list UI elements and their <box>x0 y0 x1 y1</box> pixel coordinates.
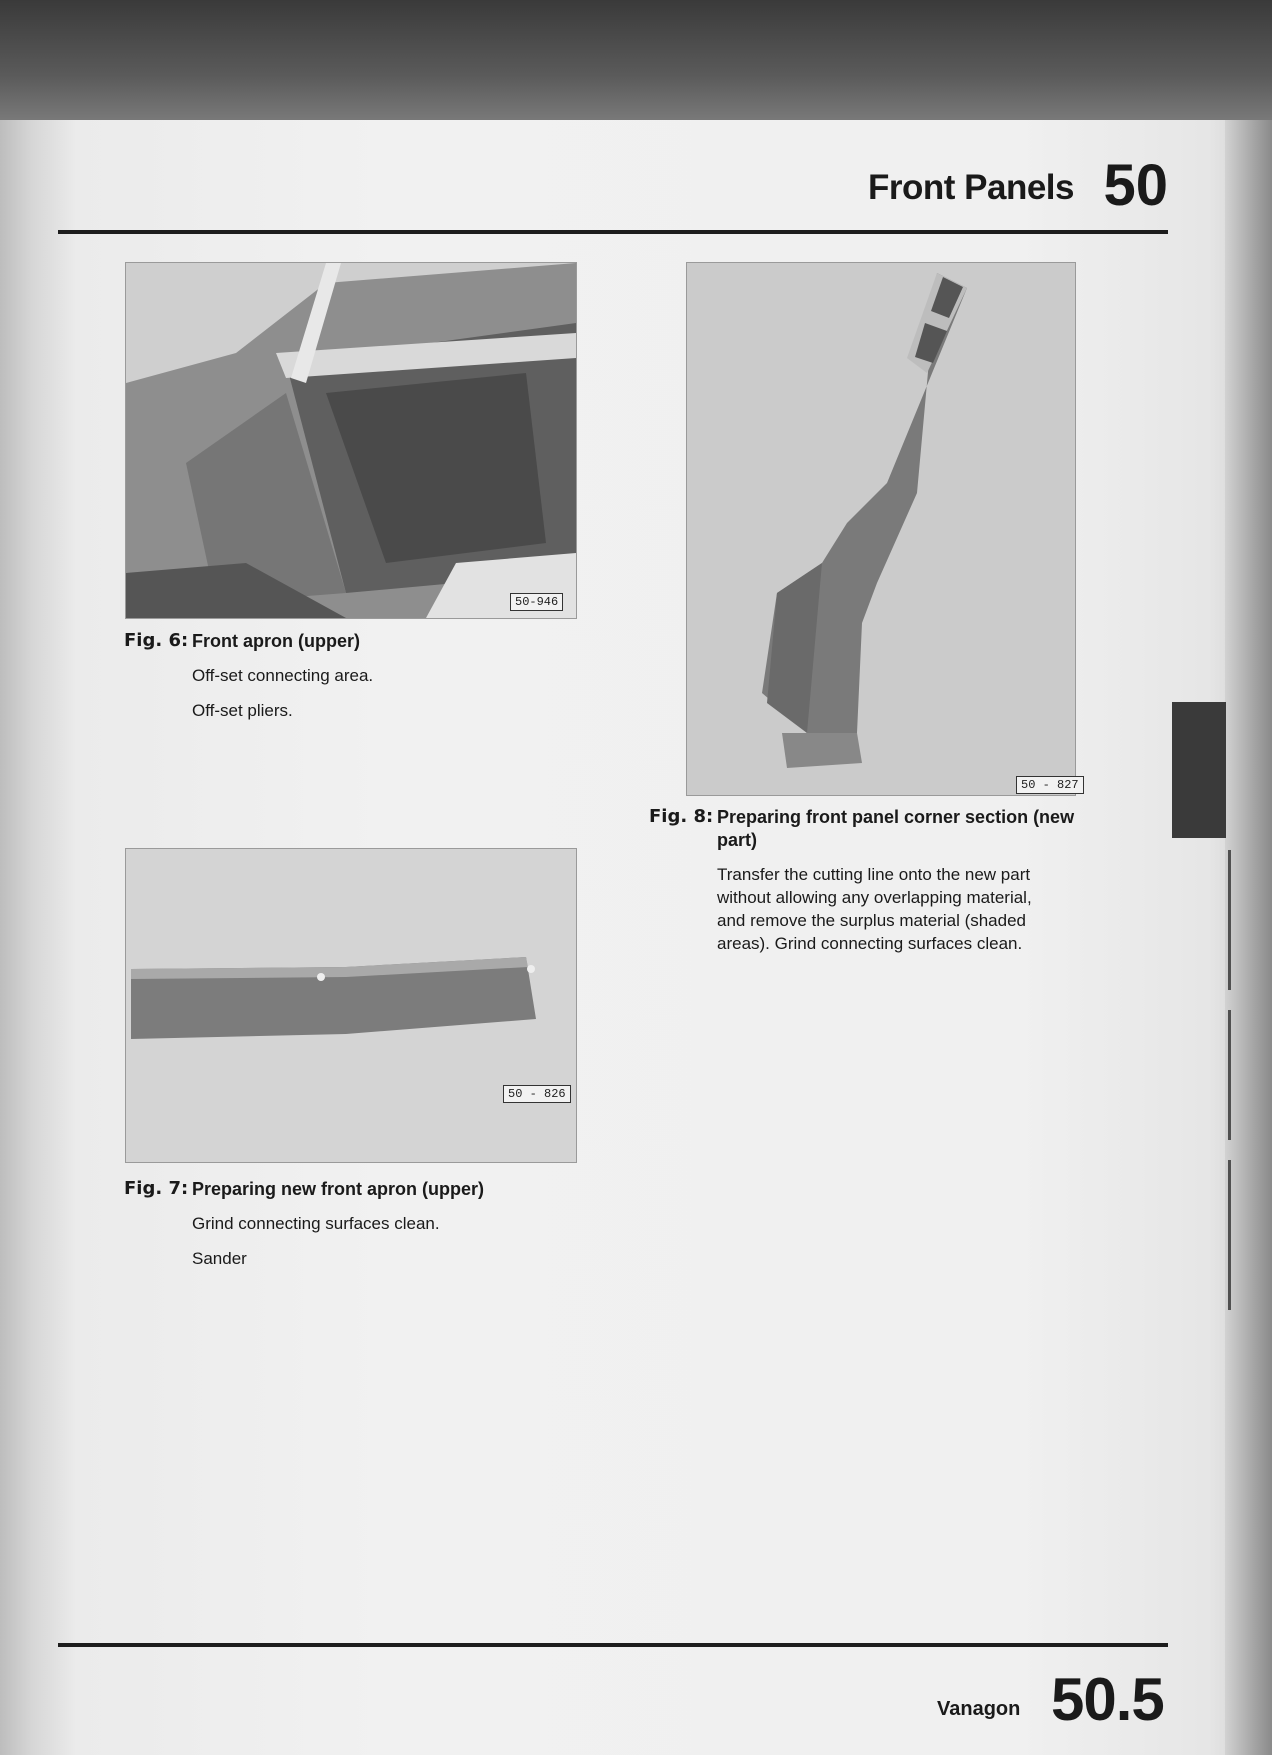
edge-mark <box>1228 1160 1231 1310</box>
section-number: 50 <box>1103 153 1168 218</box>
fig7-text-1: Grind connecting surfaces clean. <box>192 1214 440 1233</box>
fig7-part-number: 50 - 826 <box>503 1085 571 1103</box>
fig7-photo <box>125 848 577 1163</box>
edge-mark <box>1228 850 1231 990</box>
fig6-text-1: Off-set connecting area. <box>192 666 374 685</box>
fig6-photo <box>125 262 577 619</box>
scan-top-shadow <box>0 0 1272 125</box>
fig8-text-2: without allowing any overlapping material, <box>717 888 1032 907</box>
section-thumb-tab <box>1172 702 1226 838</box>
page-edge <box>1225 120 1272 1755</box>
fig8-text-3: and remove the surplus material (shaded <box>717 911 1026 930</box>
fig8-photo <box>686 262 1076 796</box>
footer-page-number: 50.5 <box>1051 1666 1164 1733</box>
header-rule <box>58 230 1168 234</box>
edge-mark <box>1228 1010 1231 1140</box>
fig6-label: Fig. 6: <box>124 630 189 651</box>
fig8-title-line2: part) <box>717 830 757 850</box>
fig6-title: Front apron (upper) <box>192 631 360 651</box>
fig6-text-2: Off-set pliers. <box>192 701 293 720</box>
fig7-title: Preparing new front apron (upper) <box>192 1179 485 1199</box>
fig7-text-2: Sander <box>192 1249 247 1268</box>
fig8-text-1: Transfer the cutting line onto the new part <box>717 865 1031 884</box>
fig8-part-number: 50 - 827 <box>1016 776 1084 794</box>
fig8-title-line1: Preparing front panel corner section (new <box>717 807 1075 827</box>
fig8-label: Fig. 8: <box>649 806 714 827</box>
footer-model: Vanagon <box>937 1698 1021 1720</box>
page-title: Front Panels <box>868 168 1074 207</box>
fig6-part-number: 50-946 <box>510 593 563 611</box>
fig8-text-4: areas). Grind connecting surfaces clean. <box>717 934 1023 953</box>
fig7-label: Fig. 7: <box>124 1178 189 1199</box>
footer-rule <box>58 1643 1168 1647</box>
